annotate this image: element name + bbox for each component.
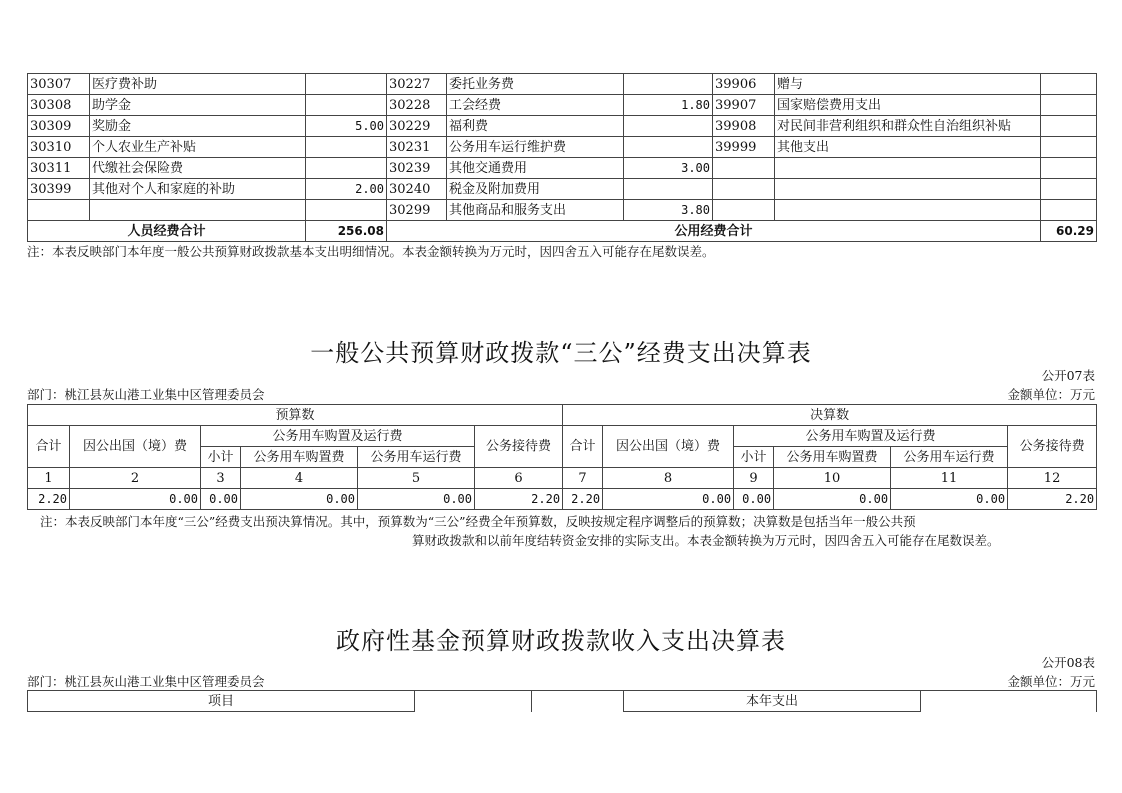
name-cell: 其他对个人和家庭的补助	[90, 179, 306, 200]
column-number-cell: 6	[475, 468, 563, 489]
column-number-cell: 2	[70, 468, 201, 489]
column-number-cell: 11	[891, 468, 1008, 489]
amount-cell	[1041, 158, 1097, 179]
code-cell: 39906	[713, 74, 775, 95]
code-cell: 30308	[28, 95, 90, 116]
gov-fund-code: 公开08表	[1041, 655, 1095, 670]
code-cell: 30310	[28, 137, 90, 158]
amount-cell: 0.00	[201, 489, 241, 510]
sangong-dept: 部门：桃江县灰山港工业集中区管理委员会	[27, 387, 265, 402]
expense-header: 本年支出	[624, 691, 921, 712]
name-cell: 公务用车运行维护费	[447, 137, 624, 158]
amount-cell	[624, 116, 713, 137]
sangong-note-line2: 算财政拨款和以前年度结转资金安排的实际支出。本表金额转换为万元时，因四舍五入可能存在尾数误差。	[412, 533, 1000, 548]
amount-cell: 5.00	[306, 116, 387, 137]
name-cell: 奖励金	[90, 116, 306, 137]
amount-cell: 0.00	[241, 489, 358, 510]
name-cell: 福利费	[447, 116, 624, 137]
name-cell	[775, 200, 1041, 221]
amount-cell: 0.00	[358, 489, 475, 510]
code-cell: 30231	[387, 137, 447, 158]
code-cell	[28, 200, 90, 221]
amount-cell: 3.80	[624, 200, 713, 221]
name-cell: 赠与	[775, 74, 1041, 95]
amount-cell	[624, 137, 713, 158]
total-public-value: 60.29	[1041, 221, 1097, 242]
final-car-header: 公务用车购置及运行费	[734, 426, 1008, 447]
amount-cell	[1041, 200, 1097, 221]
total-public-label: 公用经费合计	[387, 221, 1041, 242]
amount-cell	[306, 137, 387, 158]
code-cell: 39908	[713, 116, 775, 137]
column-number-cell: 7	[563, 468, 603, 489]
item-header: 项目	[28, 691, 415, 712]
name-cell: 对民间非营利组织和群众性自治组织补贴	[775, 116, 1041, 137]
name-cell	[775, 179, 1041, 200]
table-row	[28, 74, 1097, 95]
amount-cell: 2.00	[306, 179, 387, 200]
name-cell: 其他商品和服务支出	[447, 200, 624, 221]
code-cell	[713, 200, 775, 221]
amount-cell	[1041, 116, 1097, 137]
sangong-note-line1: 注：本表反映部门本年度“三公”经费支出预决算情况。其中，预算数为“三公”经费全年预算数，反映按规定程序调整后的预算数；决算数是包括当年一般公共预	[40, 514, 916, 529]
code-cell: 30227	[387, 74, 447, 95]
column-number-cell: 3	[201, 468, 241, 489]
basic-expense-detail-table	[27, 73, 1097, 242]
budget-car-header: 公务用车购置及运行费	[201, 426, 475, 447]
table-row	[28, 95, 1097, 116]
budget-subtotal-header: 小计	[201, 447, 241, 468]
amount-cell	[624, 179, 713, 200]
code-cell: 39907	[713, 95, 775, 116]
column-number-cell: 12	[1008, 468, 1097, 489]
code-cell: 30309	[28, 116, 90, 137]
amount-cell: 2.20	[1008, 489, 1097, 510]
name-cell: 代缴社会保险费	[90, 158, 306, 179]
sangong-title: 一般公共预算财政拨款“三公”经费支出决算表	[310, 339, 812, 367]
gov-fund-dept: 部门：桃江县灰山港工业集中区管理委员会	[27, 674, 265, 689]
amount-cell	[306, 95, 387, 116]
sangong-code: 公开07表	[1041, 368, 1095, 383]
amount-cell: 0.00	[774, 489, 891, 510]
code-cell: 30240	[387, 179, 447, 200]
amount-cell	[1041, 95, 1097, 116]
amount-cell	[624, 74, 713, 95]
final-car-run-header: 公务用车运行费	[891, 447, 1008, 468]
budget-car-run-header: 公务用车运行费	[358, 447, 475, 468]
code-cell: 30307	[28, 74, 90, 95]
name-cell: 委托业务费	[447, 74, 624, 95]
sangong-unit: 金额单位：万元	[1007, 387, 1095, 402]
sangong-table	[27, 404, 1097, 510]
amount-cell	[1041, 179, 1097, 200]
amount-cell: 0.00	[891, 489, 1008, 510]
column-number-cell: 4	[241, 468, 358, 489]
code-cell	[713, 179, 775, 200]
column-number-cell: 9	[734, 468, 774, 489]
table-row	[28, 137, 1097, 158]
code-cell: 30399	[28, 179, 90, 200]
budget-abroad-header: 因公出国（境）费	[70, 426, 201, 468]
name-cell: 助学金	[90, 95, 306, 116]
amount-cell: 0.00	[603, 489, 734, 510]
code-cell: 30228	[387, 95, 447, 116]
amount-cell	[1041, 74, 1097, 95]
table-row	[28, 200, 1097, 221]
name-cell: 个人农业生产补贴	[90, 137, 306, 158]
amount-cell: 0.00	[70, 489, 201, 510]
gov-fund-title: 政府性基金预算财政拨款收入支出决算表	[336, 627, 786, 655]
name-cell	[775, 158, 1041, 179]
budget-total-header: 合计	[28, 426, 70, 468]
final-header: 决算数	[563, 405, 1097, 426]
table-row	[28, 116, 1097, 137]
amount-cell: 0.00	[734, 489, 774, 510]
column-number-cell: 8	[603, 468, 734, 489]
final-car-buy-header: 公务用车购置费	[774, 447, 891, 468]
name-cell: 其他交通费用	[447, 158, 624, 179]
amount-cell	[306, 158, 387, 179]
amount-cell: 1.80	[624, 95, 713, 116]
budget-header: 预算数	[28, 405, 563, 426]
code-cell: 30299	[387, 200, 447, 221]
final-abroad-header: 因公出国（境）费	[603, 426, 734, 468]
code-cell: 39999	[713, 137, 775, 158]
budget-car-buy-header: 公务用车购置费	[241, 447, 358, 468]
amount-cell	[306, 74, 387, 95]
table-row	[28, 179, 1097, 200]
table-row	[28, 158, 1097, 179]
final-total-header: 合计	[563, 426, 603, 468]
amount-cell: 2.20	[28, 489, 70, 510]
final-reception-header: 公务接待费	[1008, 426, 1097, 468]
budget-reception-header: 公务接待费	[475, 426, 563, 468]
name-cell: 医疗费补助	[90, 74, 306, 95]
column-number-cell: 1	[28, 468, 70, 489]
name-cell: 国家赔偿费用支出	[775, 95, 1041, 116]
amount-cell: 2.20	[475, 489, 563, 510]
table1-note: 注：本表反映部门本年度一般公共预算财政拨款基本支出明细情况。本表金额转换为万元时，因四舍五入可能存在尾数误差。	[27, 244, 715, 259]
code-cell: 30229	[387, 116, 447, 137]
amount-cell: 2.20	[563, 489, 603, 510]
column-number-cell: 5	[358, 468, 475, 489]
final-subtotal-header: 小计	[734, 447, 774, 468]
name-cell: 工会经费	[447, 95, 624, 116]
gov-fund-table	[27, 690, 1097, 712]
amount-cell	[306, 200, 387, 221]
amount-cell: 3.00	[624, 158, 713, 179]
column-number-cell: 10	[774, 468, 891, 489]
amount-cell	[1041, 137, 1097, 158]
total-personnel-label: 人员经费合计	[28, 221, 306, 242]
name-cell: 其他支出	[775, 137, 1041, 158]
name-cell	[90, 200, 306, 221]
gov-fund-unit: 金额单位：万元	[1007, 674, 1095, 689]
code-cell: 30239	[387, 158, 447, 179]
code-cell	[713, 158, 775, 179]
total-personnel-value: 256.08	[306, 221, 387, 242]
name-cell: 税金及附加费用	[447, 179, 624, 200]
code-cell: 30311	[28, 158, 90, 179]
